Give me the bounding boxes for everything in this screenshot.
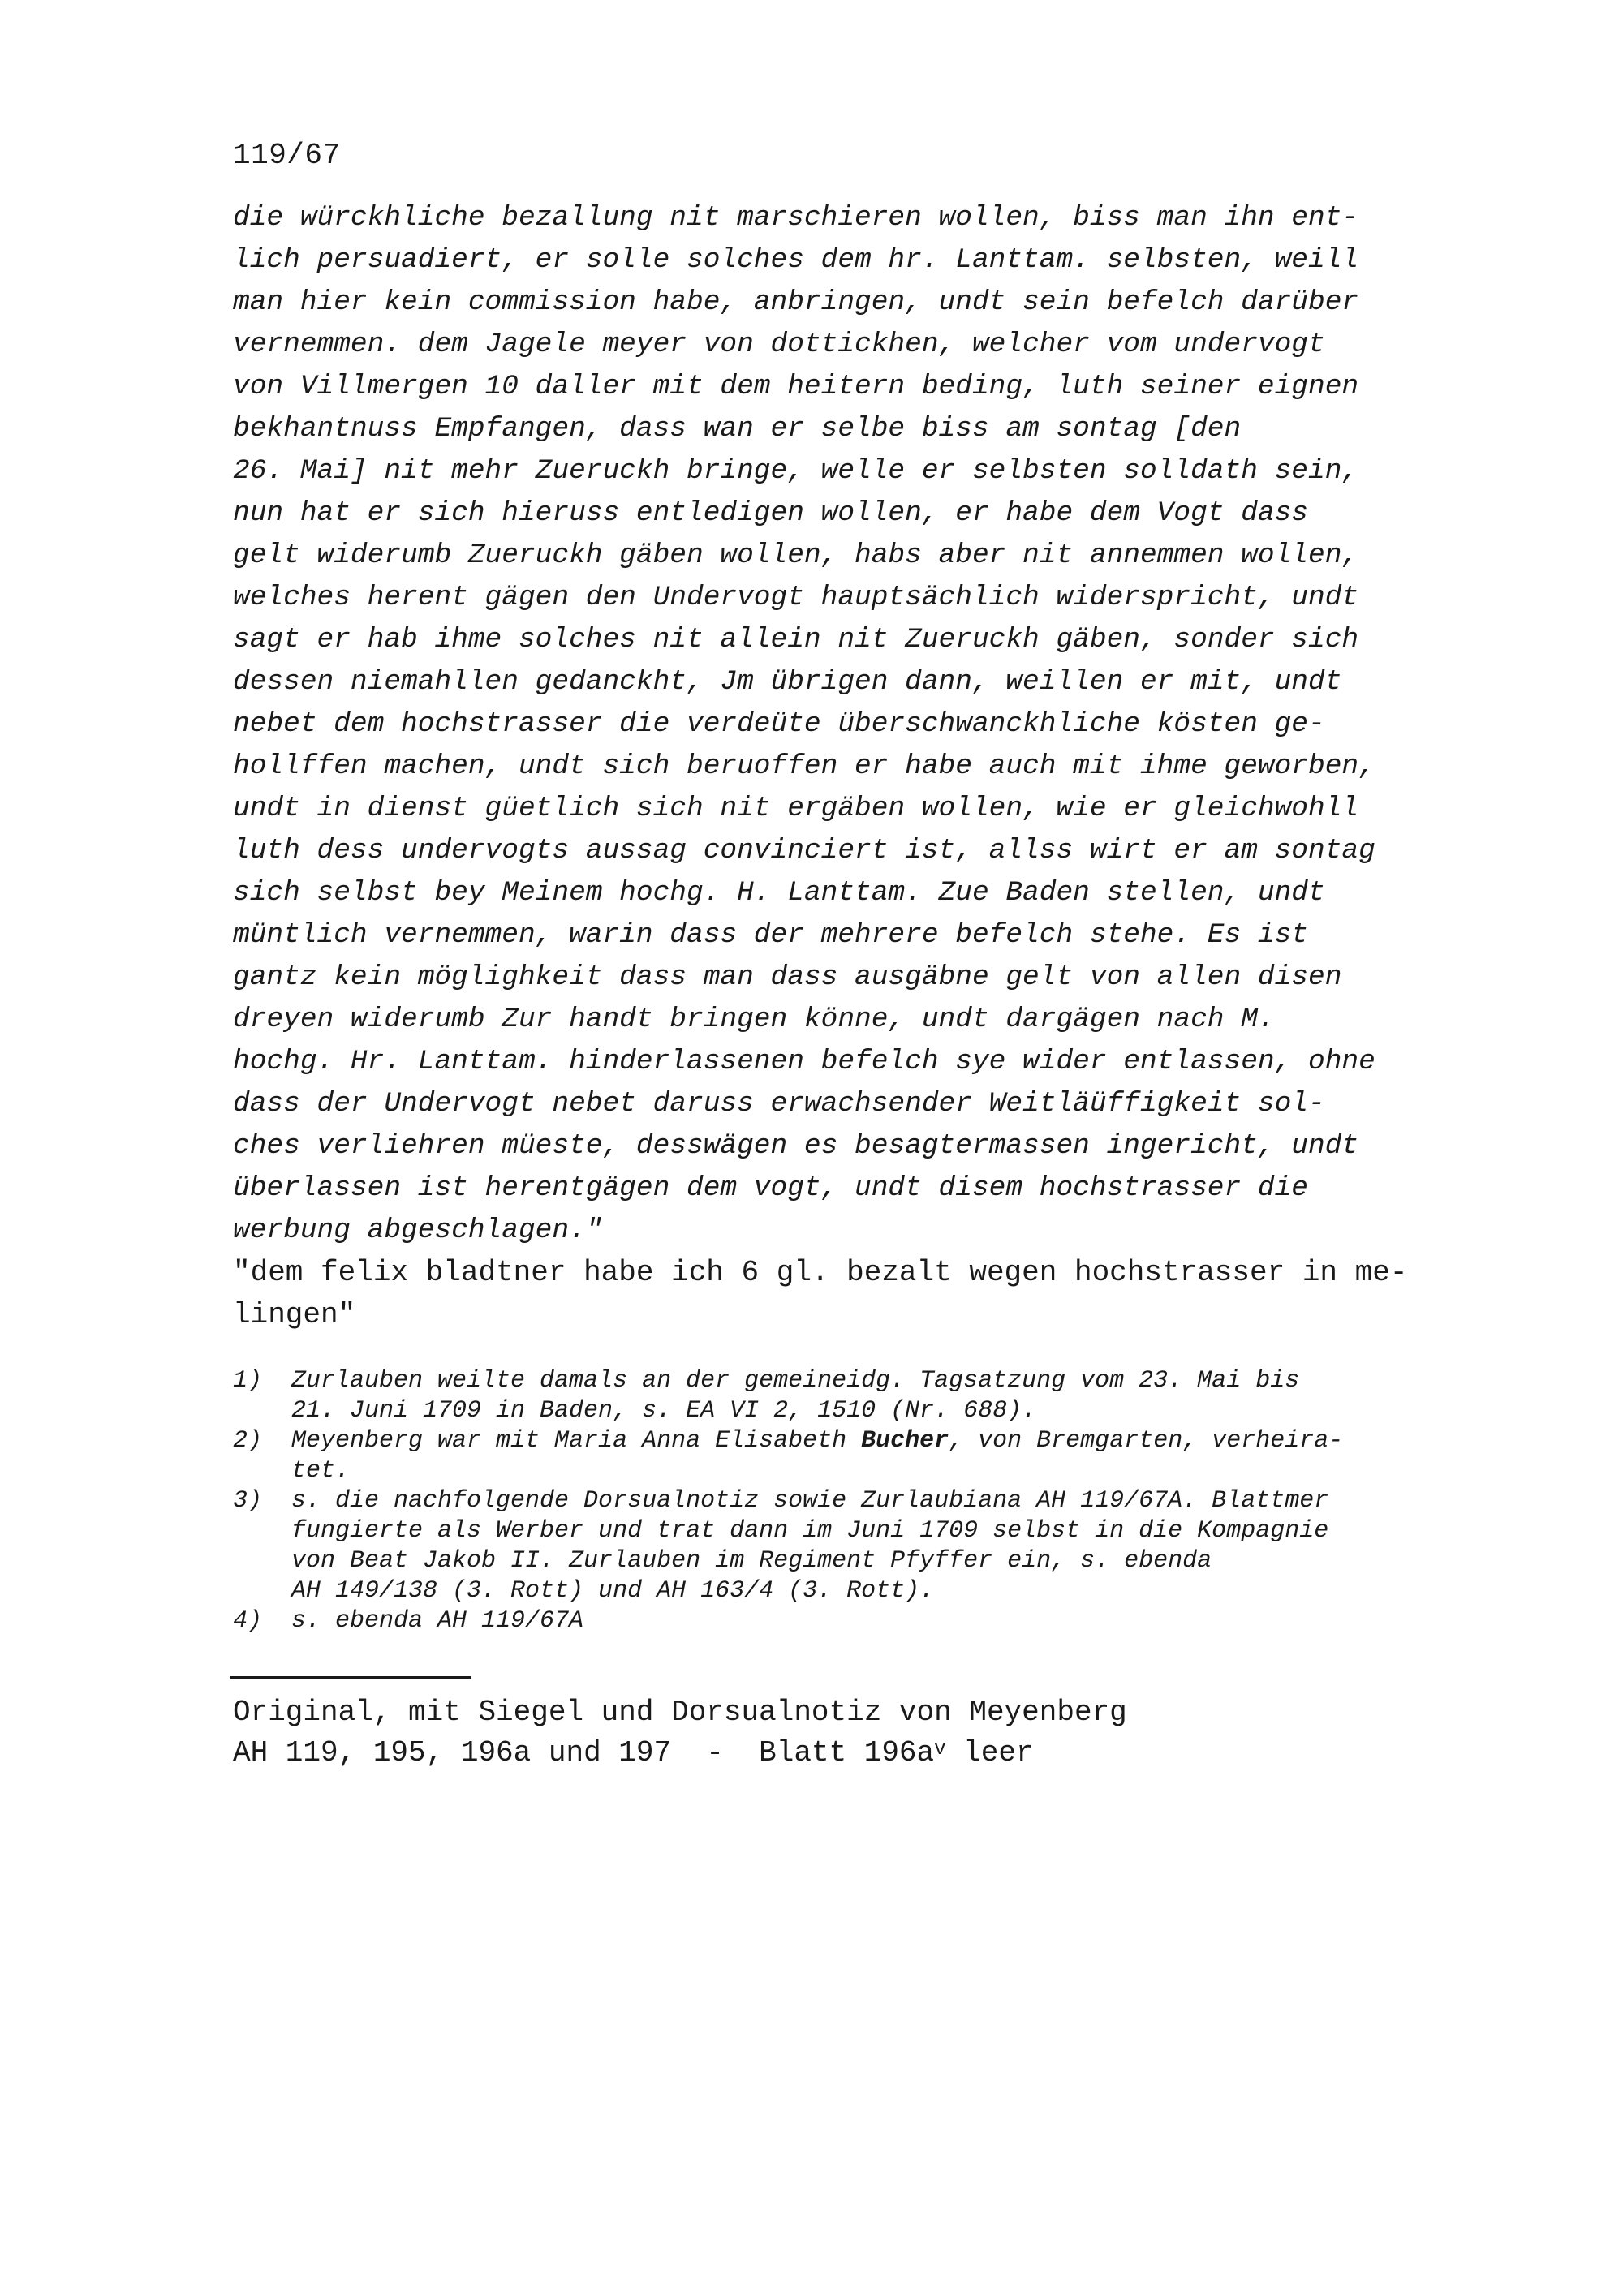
text-line: dessen niemahllen gedanckht, Jm übrigen dann, weillen er mit, undt xyxy=(233,666,1342,698)
text-line: 26. Mai] nit mehr Zueruckh bringe, welle er selbsten solldath sein, xyxy=(233,455,1359,487)
footnote-marker: 2) xyxy=(233,1427,263,1455)
footnote-segment: , von Bremgarten, verheira- xyxy=(949,1427,1344,1455)
text-line: welches herent gägen den Undervogt hauptsächlich widerspricht, undt xyxy=(233,582,1359,613)
text-line: dreyen widerumb Zur handt bringen könne, undt dargägen nach M. xyxy=(233,1004,1275,1035)
footnote-line: fungierte als Werber und trat dann im Juni 1709 selbst in die Kompagnie xyxy=(291,1517,1329,1545)
footnote-line: s. die nachfolgende Dorsualnotiz sowie Zurlaubiana AH 119/67A. Blattmer xyxy=(291,1487,1329,1515)
footnote-2 xyxy=(233,1426,1499,1486)
text-line: vernemmen. dem Jagele meyer von dottickhen, welcher vom undervogt xyxy=(233,329,1325,360)
verso-superscript: v xyxy=(934,1739,946,1761)
text-line: lich persuadiert, er solle solches dem hr. Lanttam. selbsten, weill xyxy=(233,244,1359,276)
quote-line: lingen" xyxy=(233,1298,356,1331)
source-line-original: Original, mit Siegel und Dorsualnotiz von Meyenberg xyxy=(233,1696,1127,1729)
text-line: werbung abgeschlagen." xyxy=(233,1215,603,1246)
text-line: hollffen machen, undt sich beruoffen er habe auch mit ihme geworben, xyxy=(233,750,1375,782)
footnote-line: AH 149/138 (3. Rott) und AH 163/4 (3. Rott). xyxy=(291,1577,935,1605)
footnote-line: 21. Juni 1709 in Baden, s. EA VI 2, 1510 (Nr. 688). xyxy=(291,1397,1037,1425)
footnote-3 xyxy=(233,1486,1499,1606)
source-note xyxy=(233,1692,1499,1774)
text-line: luth dess undervogts aussag convinciert ist, allss wirt er am sontag xyxy=(233,835,1375,866)
footnote-4 xyxy=(233,1606,1499,1636)
letter-transcription xyxy=(233,197,1499,1336)
text-line: nun hat er sich hieruss entledigen wollen, er habe dem Vogt dass xyxy=(233,497,1309,529)
text-line: sagt er hab ihme solches nit allein nit Zueruckh gäben, sonder sich xyxy=(233,624,1359,656)
text-line: müntlich vernemmen, warin dass der mehrere befelch stehe. Es ist xyxy=(233,919,1309,951)
separator-rule xyxy=(230,1676,471,1679)
footnote-marker: 4) xyxy=(233,1607,263,1635)
footnote-text xyxy=(291,1366,1499,1426)
text-line: hochg. Hr. Lanttam. hinderlassenen befelch sye wider entlassen, ohne xyxy=(233,1046,1375,1077)
footnote-line: Zurlauben weilte damals an der gemeineidg. Tagsatzung vom 23. Mai bis xyxy=(291,1367,1300,1395)
text-line: bekhantnuss Empfangen, dass wan er selbe biss am sontag [den xyxy=(233,413,1242,445)
footnotes xyxy=(233,1366,1499,1636)
footnote-bold-name: Bucher xyxy=(861,1427,949,1455)
text-line: undt in dienst güetlich sich nit ergäben wollen, wie er gleichwohll xyxy=(233,793,1359,824)
footnote-text xyxy=(291,1426,1499,1486)
footnote-text xyxy=(291,1606,1499,1636)
text-line: dass der Undervogt nebet daruss erwachsender Weitläüffigkeit sol- xyxy=(233,1088,1325,1120)
text-line: von Villmergen 10 daller mit dem heitern beding, luth seiner eignen xyxy=(233,371,1359,402)
footnote-marker: 3) xyxy=(233,1487,263,1515)
footnote-segment: Meyenberg war mit Maria Anna Elisabeth xyxy=(291,1427,862,1455)
text-line: gelt widerumb Zueruckh gäben wollen, habs aber nit annemmen wollen, xyxy=(233,540,1359,571)
source-reference: AH 119, 195, 196a und 197 - Blatt 196a xyxy=(233,1736,935,1769)
footnote-line xyxy=(291,1426,1499,1456)
quote-line: "dem felix bladtner habe ich 6 gl. bezalt wegen hochstrasser in me- xyxy=(233,1256,1408,1289)
text-line: überlassen ist herentgägen dem vogt, undt disem hochstrasser die xyxy=(233,1172,1309,1204)
text-line: nebet dem hochstrasser die verdeüte überschwanckhliche kösten ge- xyxy=(233,708,1325,740)
text-line: die würckhliche bezallung nit marschieren wollen, biss man ihn ent- xyxy=(233,202,1359,234)
source-line-reference xyxy=(233,1733,1499,1774)
footnote-1 xyxy=(233,1366,1499,1426)
text-line: sich selbst bey Meinem hochg. H. Lanttam. Zue Baden stellen, undt xyxy=(233,877,1325,909)
text-line: ches verliehren müeste, desswägen es besagtermassen ingericht, undt xyxy=(233,1130,1359,1162)
footnote-marker: 1) xyxy=(233,1367,263,1395)
footnote-line: s. ebenda AH 119/67A xyxy=(291,1607,584,1635)
footnote-line: tet. xyxy=(291,1457,351,1485)
footnote-line: von Beat Jakob II. Zurlauben im Regiment Pfyffer ein, s. ebenda xyxy=(291,1547,1212,1575)
text-line: gantz kein möglighkeit dass man dass ausgäbne gelt von allen disen xyxy=(233,961,1342,993)
text-line: man hier kein commission habe, anbringen, undt sein befelch darüber xyxy=(233,286,1359,318)
source-suffix: leer xyxy=(945,1736,1034,1769)
footnote-text xyxy=(291,1486,1499,1606)
page-number: 119/67 xyxy=(233,139,341,172)
